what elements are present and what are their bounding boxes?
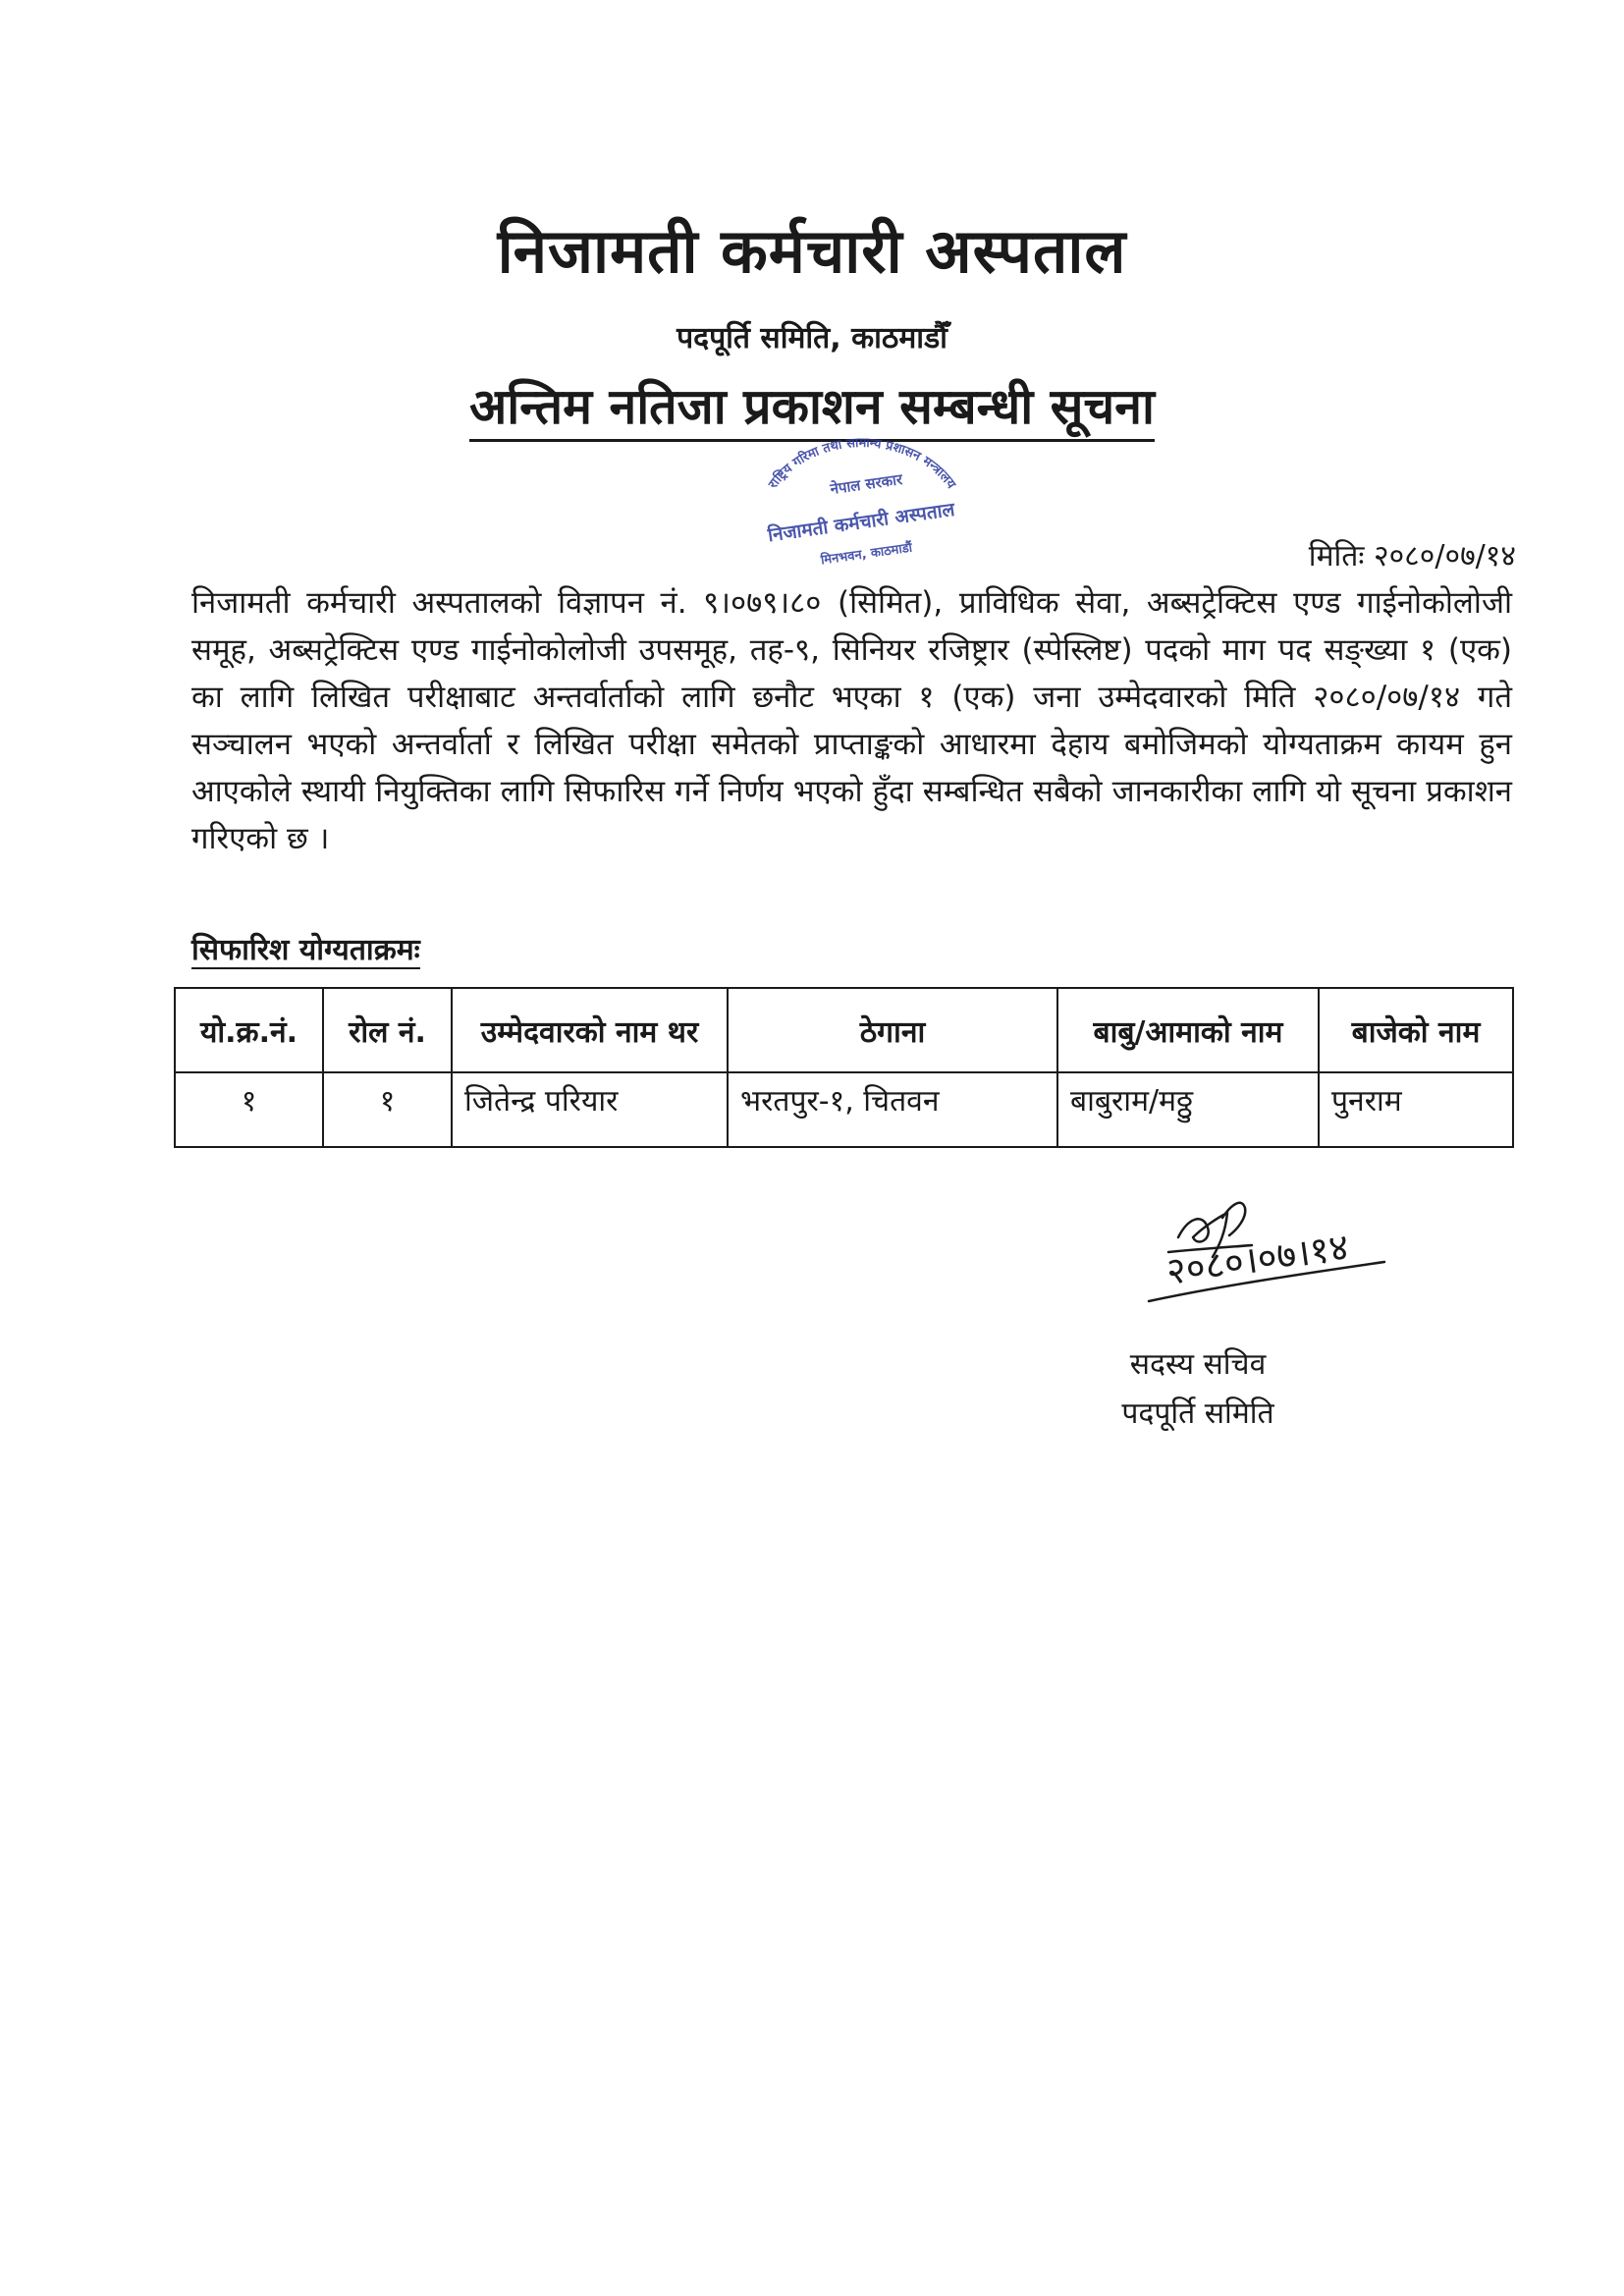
table-header-row: [175, 988, 1513, 1072]
committee-subtitle: पदपूर्ति समिति, काठमाडौँ: [677, 321, 947, 355]
recommendation-label-text: सिफारिश योग्यताक्रमः: [191, 933, 420, 967]
handwritten-signature: [1110, 1178, 1404, 1326]
col-address: ठेगाना: [728, 988, 1057, 1072]
col-candidate-name: उम्मेदवारको नाम थर: [452, 988, 728, 1072]
cell-candidate-name: जितेन्द्र परियार: [452, 1072, 728, 1147]
signatory-title: सदस्य सचिव: [1129, 1347, 1267, 1382]
official-stamp: [744, 432, 980, 574]
signature-date: २०८०।०७।१४: [1164, 1225, 1352, 1293]
stamp-line-1: नेपाल सरकार: [829, 469, 904, 499]
col-grandfather: बाजेको नाम: [1319, 988, 1513, 1072]
signatory-committee: पदपूर्ति समिति: [1121, 1396, 1274, 1431]
notice-heading-text: अन्तिम नतिजा प्रकाशन सम्बन्धी सूचना: [469, 378, 1155, 442]
col-parents: बाबु/आमाको नाम: [1057, 988, 1319, 1072]
cell-roll: १: [323, 1072, 452, 1147]
notice-body: निजामती कर्मचारी अस्पतालको विज्ञापन नं. ९।०७९।८० (सिमित), प्राविधिक सेवा, अब्सट्रेक्टिस एण्ड गाईनोकोलोजी समूह, अब्सट्रेक्टिस एण्ड गाईनोकोलोजी उपसमूह, तह-९, सिनियर रजिष्ट्रार (स्पेस्लिष्ट) पदको माग पद सङ्ख्या १ (एक) का लागि लिखित परीक्षाबाट अन्तर्वार्ताको लागि छनौट भएका १ (एक) जना उम्मेदवारको मिति २०८०/०७/१४ गते सञ्चालन भएको अन्तर्वार्ता र लिखित परीक्षा समेतको प्राप्ताङ्कको आधारमा देहाय बमोजिमको योग्यताक्रम कायम हुन आएकोले स्थायी नियुक्तिका लागि सिफारिस गर्ने निर्णय भएको हुँदा सम्बन्धित सबैको जानकारीका लागि यो सूचना प्रकाशन गरिएको छ ।: [191, 585, 1512, 856]
stamp-line-3: निजामती कर्मचारी अस्पताल: [766, 498, 956, 547]
organization-title: निजामती कर्मचारी अस्पताल: [497, 215, 1127, 287]
notice-heading: [0, 371, 1624, 438]
col-serial: यो.क्र.नं.: [175, 988, 323, 1072]
cell-grandfather: पुनराम: [1319, 1072, 1513, 1147]
signatory-block: [1100, 1340, 1296, 1439]
cell-serial: १: [175, 1072, 323, 1147]
results-table: [174, 987, 1514, 1148]
cell-address: भरतपुर-१, चितवन: [728, 1072, 1057, 1147]
stamp-arc-text: राष्ट्रिय गरिमा तथा सामान्य प्रशासन मन्त्रालय: [766, 435, 958, 492]
recommendation-label: [191, 928, 420, 968]
cell-parents: बाबुराम/मठ्ठु: [1057, 1072, 1319, 1147]
table-row: [175, 1072, 1513, 1147]
col-roll: रोल नं.: [323, 988, 452, 1072]
stamp-line-4: मिनभवन, काठमाडौं: [820, 540, 913, 569]
notice-date: मितिः २०८०/०७/१४: [1308, 539, 1516, 574]
